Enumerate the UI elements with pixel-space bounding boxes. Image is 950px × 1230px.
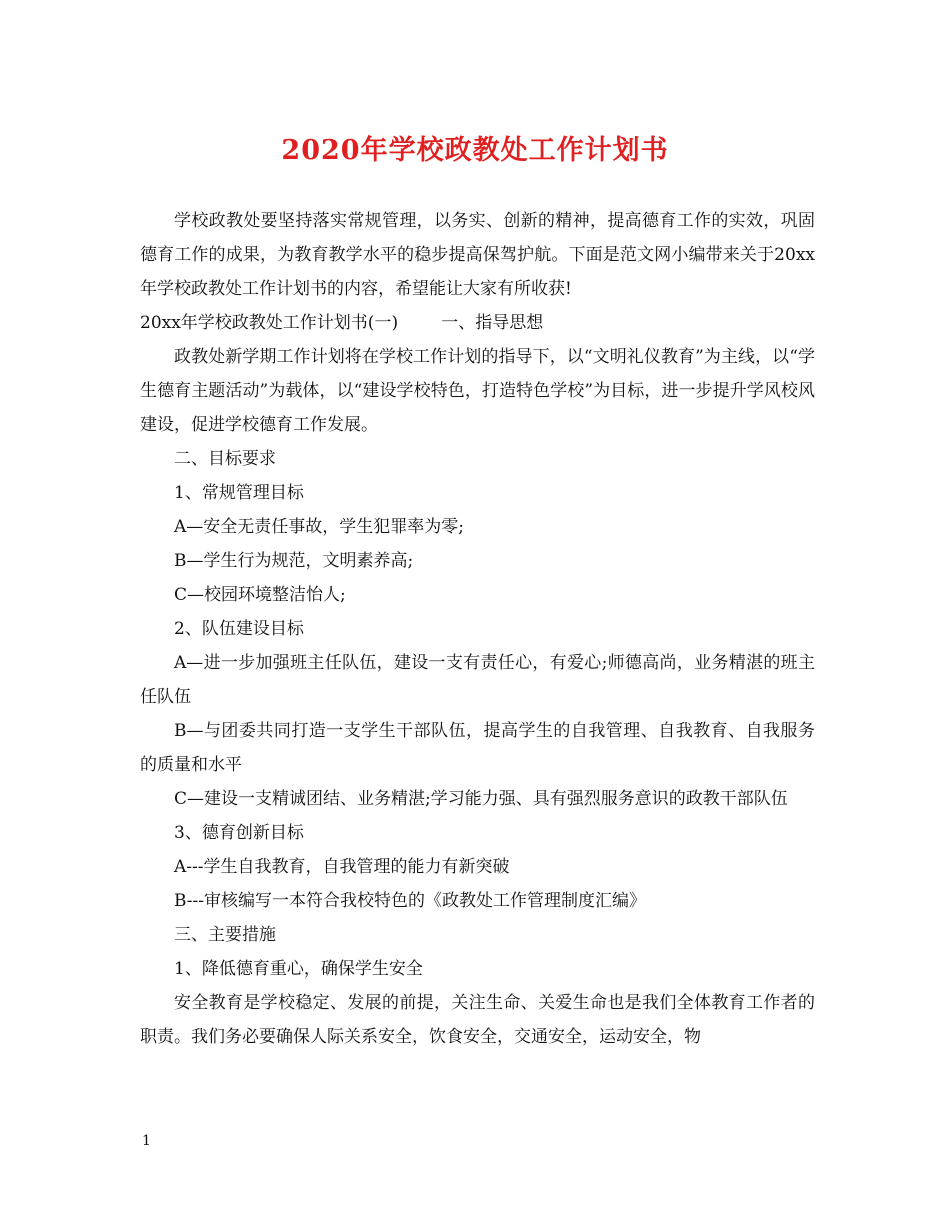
heading-goals: 二、目标要求 xyxy=(174,449,276,469)
list-item-a: A---学生自我教育，自我管理的能力有新突破 xyxy=(174,857,510,877)
heading-main-measures: 三、主要措施 xyxy=(174,925,276,945)
section-heading-line: 20xx年学校政教处工作计划书(一) 一、指导思想 xyxy=(140,313,544,333)
subheading-team-building: 2、队伍建设目标 xyxy=(174,619,304,639)
list-item-b: B---审核编写一本符合我校特色的《政教处工作管理制度汇编》 xyxy=(174,891,647,911)
guiding-thought-paragraph: 政教处新学期工作计划将在学校工作计划的指导下，以“文明礼仪教育”为主线，以“学生德育主题活动”为载体，以“建设学校特色，打造特色学校”为目标，进一步提升学风校风建设，促进学校德育工作发展。 xyxy=(140,347,815,435)
list-item-c: C—建设一支精诚团结、业务精湛;学习能力强、具有强烈服务意识的政教干部队伍 xyxy=(174,789,788,809)
list-item-c: C—校园环境整洁怡人; xyxy=(174,585,346,605)
subheading-moral-innovation: 3、德育创新目标 xyxy=(174,823,304,843)
document-title: 2020年学校政教处工作计划书 xyxy=(281,135,669,166)
intro-paragraph: 学校政教处要坚持落实常规管理，以务实、创新的精神，提高德育工作的实效，巩固德育工作的成果，为教育教学水平的稳步提高保驾护航。下面是范文网小编带来关于20xx年学校政教处工作计划书的内容，希望能让大家有所收获! xyxy=(140,211,815,299)
page-number: 1 xyxy=(142,1133,151,1149)
list-item-b: B—与团委共同打造一支学生干部队伍，提高学生的自我管理、自我教育、自我服务的质量和水平 xyxy=(140,721,815,775)
safety-paragraph: 安全教育是学校稳定、发展的前提，关注生命、关爱生命也是我们全体教育工作者的职责。我们务必要确保人际关系安全，饮食安全，交通安全，运动安全，物 xyxy=(140,993,815,1047)
list-item-a: A—安全无责任事故，学生犯罪率为零; xyxy=(174,517,465,537)
subheading-routine-management: 1、常规管理目标 xyxy=(174,483,304,503)
subheading-safety: 1、降低德育重心，确保学生安全 xyxy=(174,959,423,979)
list-item-b: B—学生行为规范，文明素养高; xyxy=(174,551,414,571)
list-item-a: A—进一步加强班主任队伍，建设一支有责任心，有爱心;师德高尚，业务精湛的班主任队伍 xyxy=(140,653,815,707)
document-body xyxy=(140,204,815,1054)
